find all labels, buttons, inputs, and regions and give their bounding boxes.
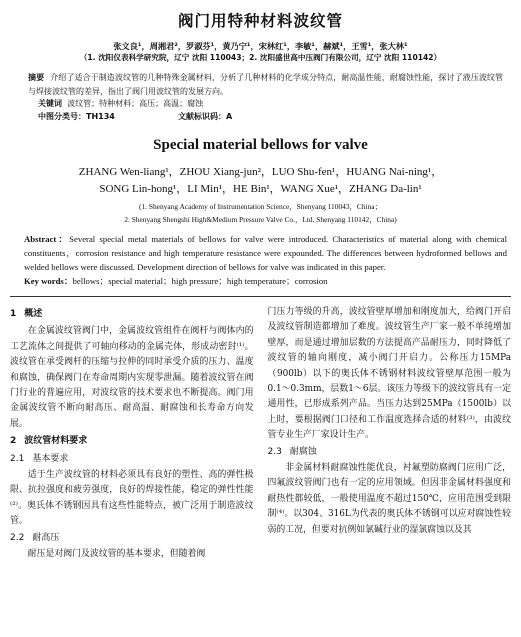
section-2-1-paragraph: 适于生产波纹管的材料必须具有良好的塑性、高的弹性极限、抗拉强度和疲劳强度，良好的焊接性能，稳定的弹性性能⁽²⁾。奥氏体不锈钢因具有这些性能特点，被广泛用于制造波纹管。 bbox=[10, 470, 254, 527]
body-columns bbox=[10, 305, 511, 563]
section-2-number: 2 bbox=[10, 436, 17, 447]
chinese-abstract-label: 摘要 bbox=[28, 73, 45, 82]
english-keywords bbox=[10, 274, 511, 288]
classification-row bbox=[38, 111, 511, 124]
section-2-3-title: 耐腐蚀 bbox=[289, 446, 317, 457]
english-abstract bbox=[10, 232, 511, 274]
english-title: Special material bellows for valve bbox=[153, 137, 368, 153]
chinese-keywords-text: 波纹管；特种材料；高压；高温；腐蚀 bbox=[67, 99, 204, 108]
doc-code-label: 文献标识码： bbox=[178, 111, 226, 121]
english-authors-line-1: ZHANG Wen-liang¹，ZHOU Xiang-jun²，LUO Shu-fen¹，HUANG Nai-ning¹， bbox=[78, 166, 443, 178]
clc-label: 中图分类号： bbox=[38, 111, 86, 121]
section-2-2-title: 耐高压 bbox=[32, 532, 60, 543]
left-column bbox=[10, 305, 254, 563]
section-2-2-paragraph: 耐压是对阀门及波纹管的基本要求，但随着阀 bbox=[27, 549, 206, 560]
section-2-1-number: 2.1 bbox=[10, 453, 25, 464]
chinese-abstract-text: 介绍了适合于制造波纹管的几种特殊金属材料，分析了几种材料的化学成分特点，耐高温性能，耐腐蚀性能，探讨了液压波纹管与焊接波纹管的差异，指出了阀门用波纹管的发展方向。 bbox=[28, 73, 504, 96]
english-authors-line-2: SONG Lin-hong¹，LI Min¹，HE Bin¹，WANG Xue¹，ZHANG Da-lin¹ bbox=[99, 183, 422, 195]
section-2-3-heading bbox=[268, 445, 512, 460]
english-affiliation bbox=[10, 201, 511, 226]
doc-code-value: A bbox=[226, 111, 233, 121]
chinese-abstract bbox=[10, 71, 511, 98]
document-code bbox=[178, 111, 232, 124]
section-1-heading bbox=[10, 307, 254, 322]
section-2-2-number: 2.2 bbox=[10, 532, 25, 543]
section-1-number: 1 bbox=[10, 309, 17, 319]
chinese-affiliation: （1. 沈阳仪表科学研究院，辽宁 沈阳 110043；2. 沈阳盛世高中压阀门有限公司，辽宁 沈阳 110142） bbox=[79, 53, 442, 62]
english-abstract-label: Abstract： bbox=[24, 234, 70, 244]
section-2-2-heading bbox=[10, 531, 254, 546]
section-2-2-paragraph-continued: 门压力等级的升高，波纹管壁厚增加和刚度加大，给阀门开启及波纹管制造都增加了难度。波纹管生产厂家一般不单纯增加壁厚，而是通过增加层数的方法提高产品耐压力，同时降低了波纹管的轴向刚度，减小阀门开启力。公称压力15MPa（900lb）以下的奥氏体不锈钢材料波纹管壁厚范围一般为0.1～0.3mm，层数1～6层。该压力等级下的波纹管具有一定通用性，已形成系列产品。当压力达到25MPa（1500lb）以上时，要根据阀门口径和工作温度选择合适的材料⁽³⁾，由波纹管专业生产厂家设计生产。 bbox=[267, 307, 511, 441]
section-2-3-number: 2.3 bbox=[267, 446, 282, 457]
clc-value: TH134 bbox=[86, 111, 115, 121]
chinese-keywords-label: 关键词 bbox=[38, 99, 62, 108]
divider bbox=[10, 296, 511, 297]
section-1-title: 概述 bbox=[24, 309, 43, 319]
right-column bbox=[268, 305, 512, 563]
chinese-authors: 张文良¹，周湘君²，罗淑芬¹，黄乃宁¹，宋林红¹，李敏¹，赫斌¹，王雪¹，张大林¹ bbox=[113, 41, 408, 51]
section-2-title: 波纹管材料要求 bbox=[24, 436, 88, 447]
section-2-1-title: 基本要求 bbox=[32, 453, 69, 464]
english-affiliation-1: (1. Shenyang Academy of Instrumentation Science，Shenyang 110043，China； bbox=[139, 202, 382, 211]
english-affiliation-2: 2. Shenyang Shengshi High&Medium Pressure Valve Co.，Ltd. Shenyang 110142，China) bbox=[124, 214, 397, 224]
section-1-paragraph: 在金属波纹管阀门中，金属波纹管组件在阀杆与阀体内的工艺流体之间提供了可轴向移动的金属壳体，形成动密封⁽¹⁾。波纹管在承受阀杆的压缩与拉伸的同时承受介质的压力、温度和腐蚀，确保阀门在寿命周期内实现零泄漏。随着波纹管在阀门行业的普遍应用，对波纹管的技术要求也不断提高。阀门用金属波纹管不断向耐高压、耐高温、耐腐蚀和长寿命方向发展。 bbox=[10, 326, 254, 429]
chinese-keywords bbox=[38, 98, 511, 111]
clc-number bbox=[38, 111, 178, 124]
section-2-1-heading bbox=[10, 452, 254, 467]
section-2-3-paragraph: 非金属材料耐腐蚀性能优良，衬氟塑防腐阀门应用广泛，四氟波纹管阀门也有一定的应用领域。但因非金属材料强度和耐热性都较低，一般使用温度不超过150℃，应用范围受到限制⁽⁴⁾。以304、316L为代表的奥氏体不锈钢可以应对腐蚀性较弱的工况，但要对抗例如氯碱行业的湿氯腐蚀以及其 bbox=[267, 463, 511, 535]
english-authors bbox=[10, 164, 511, 198]
english-keywords-label: Key words： bbox=[24, 276, 73, 286]
chinese-title: 阀门用特种材料波纹管 bbox=[177, 12, 343, 30]
section-2-heading bbox=[10, 434, 254, 449]
chinese-meta bbox=[10, 98, 511, 123]
english-abstract-text: Several special metal materials of bellows for valve were introduced. Characteristics of material along with chemical constituents，corrosion resistance and high temperature resistance were expounded. The differences between hydroformed bellows and welded bellows were discussed. Development direction of bellows for valve was indicated in this paper. bbox=[24, 234, 507, 272]
english-keywords-text: bellows；special material；high pressure；high temperature；corrosion bbox=[72, 276, 328, 286]
